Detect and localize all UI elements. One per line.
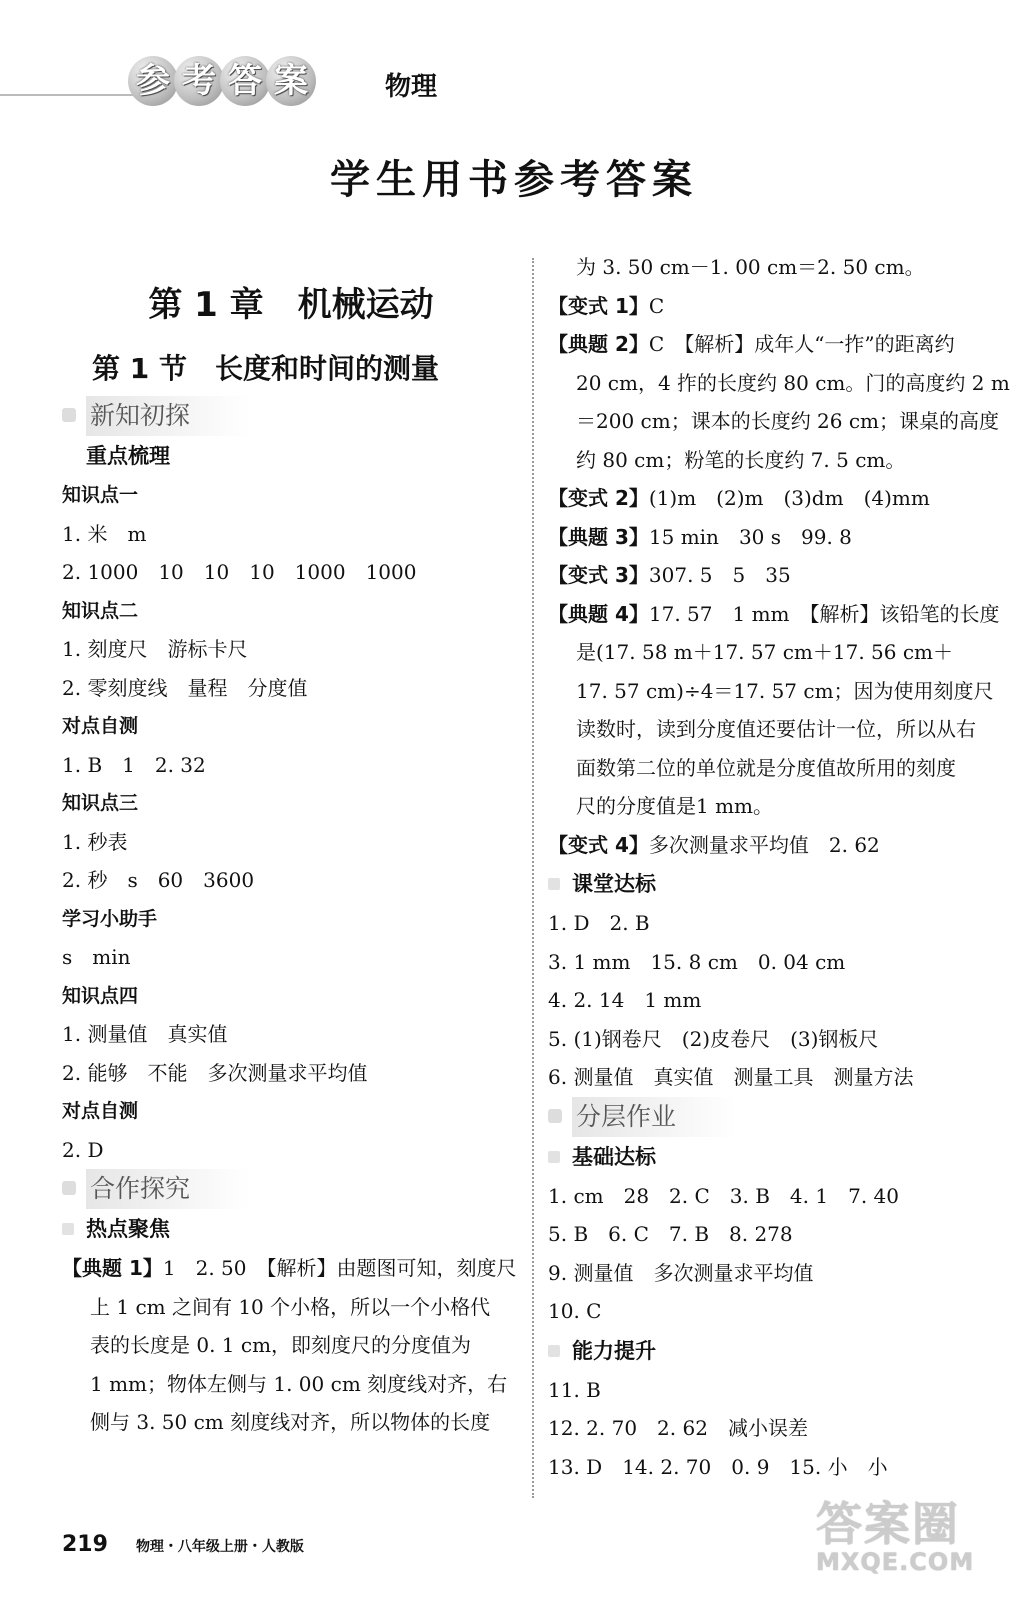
page-title: 学生用书参考答案 (330, 157, 698, 203)
answer-line: 为 3. 50 cm－1. 00 cm＝2. 50 cm。 (576, 255, 925, 279)
answer-line: 1. 米 m (62, 521, 147, 546)
answer-line (548, 479, 1003, 518)
sub-heading: 重点梳理 (86, 444, 170, 468)
answer-line: ＝200 cm；课本的长度约 26 cm；课桌的高度 (576, 409, 1000, 433)
knowledge-point-heading: 知识点三 (62, 792, 139, 814)
example-tag: 【典题 1】 (62, 1256, 163, 1280)
answer-line (548, 287, 1003, 326)
answer-line: 尺的分度值是1 mm。 (576, 794, 774, 818)
sub-heading: 能力提升 (548, 1331, 1003, 1371)
answer-line: 1 mm；物体左侧与 1. 00 cm 刻度线对齐，右 (90, 1371, 508, 1396)
page-footer (62, 1532, 304, 1557)
answer-line: 1. 测量值 真实值 (62, 1022, 228, 1046)
answer-line: 1. 刻度尺 游标卡尺 (62, 637, 248, 661)
section-title: 第 1 节 长度和时间的测量 (92, 352, 439, 385)
module-heading: 新知初探 (62, 396, 520, 436)
answer-line (548, 826, 1003, 865)
variant-tag: 【变式 2】 (548, 486, 649, 510)
watermark-text: 答案圈 (816, 1497, 960, 1551)
column-divider (532, 258, 534, 1498)
answer-line: 5. B 6. C 7. B 8. 278 (548, 1222, 793, 1246)
left-column (62, 278, 520, 1442)
sub-heading: 热点聚焦 (62, 1209, 520, 1249)
answer-line (548, 556, 1003, 595)
answer-line: 3. 1 mm 15. 8 cm 0. 04 cm (548, 949, 846, 974)
watermark-url: MXQE.COM (816, 1548, 975, 1576)
answer-line: 2. 秒 s 60 3600 (62, 868, 255, 892)
knowledge-point-heading: 知识点一 (62, 484, 139, 506)
helper-heading: 学习小助手 (62, 907, 158, 930)
answer-line: 1. cm 28 2. C 3. B 4. 1 7. 40 (548, 1183, 899, 1208)
subject-label: 物理 (385, 72, 438, 102)
answer-line: s min (62, 945, 131, 969)
badge-char: 案 (266, 56, 316, 106)
answer-line: 侧与 3. 50 cm 刻度线对齐，所以物体的长度 (90, 1410, 491, 1434)
answer-line: 10. C (548, 1299, 602, 1323)
example-tag: 【典题 2】 (548, 332, 649, 356)
answer-line: 9. 测量值 多次测量求平均值 (548, 1260, 814, 1285)
answer-line: 1. B 1 2. 32 (62, 752, 206, 777)
answer-line: 11. B (548, 1377, 601, 1402)
answer-text: 307. 5 5 35 (648, 563, 791, 587)
badge-char: 参 (128, 56, 178, 106)
variant-tag: 【变式 1】 (548, 293, 649, 318)
self-test-heading: 对点自测 (62, 715, 139, 737)
answer-line: 面数第二位的单位就是分度值故所用的刻度 (576, 755, 956, 780)
answer-line: 12. 2. 70 2. 62 减小误差 (548, 1416, 808, 1440)
answer-line: 1. 秒表 (62, 829, 128, 854)
example-tag: 【典题 3】 (548, 524, 649, 549)
answer-text: (1)m (2)m (3)dm (4)mm (648, 486, 930, 510)
answer-text: 17. 57 1 mm 【解析】该铅笔的长度 (648, 601, 1000, 626)
answer-badge (128, 56, 312, 106)
answer-line: 读数时，读到分度值还要估计一位，所以从右 (576, 717, 976, 741)
header-rule (0, 94, 140, 96)
page-header (0, 48, 1028, 108)
answer-text: C 【解析】成年人“一拃”的距离约 (648, 332, 955, 356)
answer-line (548, 595, 1003, 634)
answer-line (548, 325, 1003, 364)
answer-line: 6. 测量值 真实值 测量工具 测量方法 (548, 1065, 914, 1089)
answer-line: 2. 能够 不能 多次测量求平均值 (62, 1060, 368, 1085)
answer-line: 1. D 2. B (548, 911, 650, 935)
answer-text: 15 min 30 s 99. 8 (648, 524, 852, 549)
module-heading: 合作探究 (62, 1169, 520, 1209)
badge-char: 考 (174, 56, 224, 106)
answer-line: 13. D 14. 2. 70 0. 9 15. 小 小 (548, 1454, 888, 1479)
answer-line: 是(17. 58 m＋17. 57 cm＋17. 56 cm＋ (576, 640, 954, 664)
right-column (548, 248, 1010, 1486)
self-test-heading: 对点自测 (62, 1100, 139, 1122)
knowledge-point-heading: 知识点二 (62, 599, 139, 622)
answer-text: 多次测量求平均值 2. 62 (648, 832, 880, 857)
answer-line: 17. 57 cm)÷4＝17. 57 cm；因为使用刻度尺 (576, 678, 994, 703)
answer-line: 20 cm，4 拃的长度约 80 cm。门的高度约 2 m (576, 370, 1010, 395)
answer-line: 上 1 cm 之间有 10 个小格，所以一个小格代 (90, 1294, 491, 1319)
sub-heading: 课堂达标 (548, 864, 1003, 904)
chapter-title: 第 1 章 机械运动 (148, 285, 434, 325)
knowledge-point-heading: 知识点四 (62, 984, 139, 1007)
watermark-logo (816, 1488, 1016, 1588)
variant-tag: 【变式 3】 (548, 563, 649, 587)
answer-line: 表的长度是 0. 1 cm，即刻度尺的分度值为 (90, 1333, 472, 1357)
answer-text: 1 2. 50 【解析】由题图可知，刻度尺 (162, 1256, 517, 1280)
answer-line: 2. 1000 10 10 10 1000 1000 (62, 560, 417, 584)
answer-line (548, 518, 1003, 557)
answer-line (62, 1249, 520, 1288)
badge-char: 答 (220, 56, 270, 106)
page-number: 219 (62, 1532, 108, 1557)
answer-line: 4. 2. 14 1 mm (548, 988, 702, 1012)
module-heading: 分层作业 (548, 1097, 1003, 1137)
sub-heading: 基础达标 (548, 1137, 1003, 1177)
footer-text: 物理・八年级上册・人教版 (135, 1539, 304, 1555)
answer-line: 约 80 cm；粉笔的长度约 7. 5 cm。 (576, 447, 906, 472)
answer-text: C (648, 293, 665, 318)
answer-line: 2. 零刻度线 量程 分度值 (62, 675, 308, 700)
variant-tag: 【变式 4】 (548, 832, 649, 857)
answer-line: 2. D (62, 1137, 104, 1162)
example-tag: 【典题 4】 (548, 601, 649, 626)
answer-line: 5. (1)钢卷尺 (2)皮卷尺 (3)钢板尺 (548, 1026, 879, 1051)
